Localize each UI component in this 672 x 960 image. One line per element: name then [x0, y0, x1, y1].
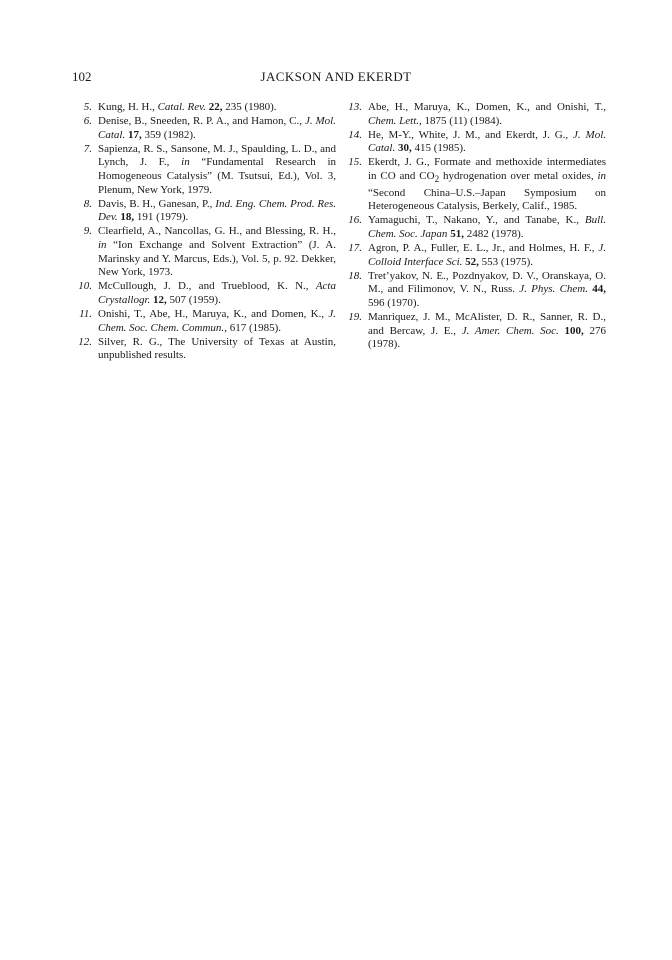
reference-entry	[342, 101, 606, 128]
reference-entry	[72, 101, 336, 115]
reference-text: Yamaguchi, T., Nakano, Y., and Tanabe, K., Bull. Chem. Soc. Japan 51, 2482 (1978).	[368, 214, 606, 241]
reference-number: 8.	[83, 197, 92, 210]
reference-text: Abe, H., Maruya, K., Domen, K., and Onishi, T., Chem. Lett., 1875 (11) (1984).	[368, 101, 606, 127]
references-right-column	[342, 101, 606, 352]
reference-entry	[342, 129, 606, 156]
reference-entry	[342, 156, 606, 214]
reference-text: Manriquez, J. M., McAlister, D. R., Sanner, R. D., and Bercaw, J. E., J. Amer. Chem. Soc. 100, 276 (1978).	[368, 311, 607, 351]
reference-text: Agron, P. A., Fuller, E. L., Jr., and Holmes, H. F., J. Colloid Interface Sci. 52, 553 (1975).	[368, 242, 606, 268]
reference-text: Kung, H. H., Catal. Rev. 22, 235 (1980).	[98, 101, 277, 113]
reference-number: 14.	[348, 128, 362, 141]
page-number: 102	[72, 69, 92, 84]
reference-text: McCullough, J. D., and Trueblood, K. N., Acta Crystallogr. 12, 507 (1959).	[98, 280, 336, 306]
reference-text: Sapienza, R. S., Sansone, M. J., Spaulding, L. D., and Lynch, J. F., in “Fundamental Research in Homogeneous Catalysis” (M. Tsutsui, Ed.), Vol. 3, Plenum, New York, 1979.	[98, 142, 337, 196]
reference-entry	[72, 115, 336, 142]
reference-number: 6.	[83, 115, 92, 128]
reference-text: Tret’yakov, N. E., Pozdnyakov, D. V., Oranskaya, O. M., and Filimonov, V. N., Russ. J. Phys. Chem. 44, 596 (1970).	[368, 269, 606, 309]
reference-text: Denise, B., Sneeden, R. P. A., and Hamon, C., J. Mol. Catal. 17, 359 (1982).	[98, 115, 336, 141]
reference-text: Davis, B. H., Ganesan, P., Ind. Eng. Chem. Prod. Res. Dev. 18, 191 (1979).	[98, 197, 336, 224]
reference-number: 18.	[348, 269, 362, 282]
reference-number: 10.	[78, 280, 92, 293]
reference-entry	[72, 198, 336, 225]
reference-text: He, M-Y., White, J. M., and Ekerdt, J. G., J. Mol. Catal. 30, 415 (1985).	[368, 128, 606, 155]
reference-entry	[72, 308, 336, 335]
reference-entry	[342, 270, 606, 311]
reference-number: 19.	[348, 311, 362, 324]
reference-text: Onishi, T., Abe, H., Maruya, K., and Domen, K., J. Chem. Soc. Chem. Commun., 617 (1985).	[98, 307, 336, 334]
reference-number: 15.	[348, 156, 362, 169]
reference-entry	[72, 225, 336, 279]
reference-entry	[342, 214, 606, 241]
reference-text: Ekerdt, J. G., Formate and methoxide intermediates in CO and $CO_2$ hydrogenation over metal oxides, in “Second China–U.S.–Japan Symposium on Heterogeneous Catalysis, Berkely, Calif., 1985.	[368, 156, 606, 213]
reference-number: 16.	[348, 214, 362, 227]
running-head: JACKSON AND EKERDT	[260, 69, 412, 84]
reference-number: 5.	[83, 101, 92, 113]
reference-entry	[72, 143, 336, 197]
reference-number: 17.	[348, 242, 362, 255]
reference-entry	[72, 280, 336, 307]
reference-number: 13.	[348, 101, 362, 113]
reference-entry	[342, 311, 606, 352]
reference-number: 11.	[79, 307, 92, 320]
reference-number: 7.	[83, 142, 92, 155]
reference-text: Silver, R. G., The University of Texas at Austin, unpublished results.	[98, 335, 336, 362]
reference-entry	[342, 242, 606, 269]
reference-number: 9.	[83, 225, 92, 238]
reference-number: 12.	[78, 335, 92, 348]
reference-text: Clearfield, A., Nancollas, G. H., and Blessing, R. H., in “Ion Exchange and Solvent Extraction” (J. A. Marinsky and Y. Marcus, Eds.), Vol. 5, p. 92. Dekker, New York, 1973.	[98, 225, 336, 279]
reference-entry	[72, 336, 336, 363]
references-left-column	[72, 101, 336, 363]
